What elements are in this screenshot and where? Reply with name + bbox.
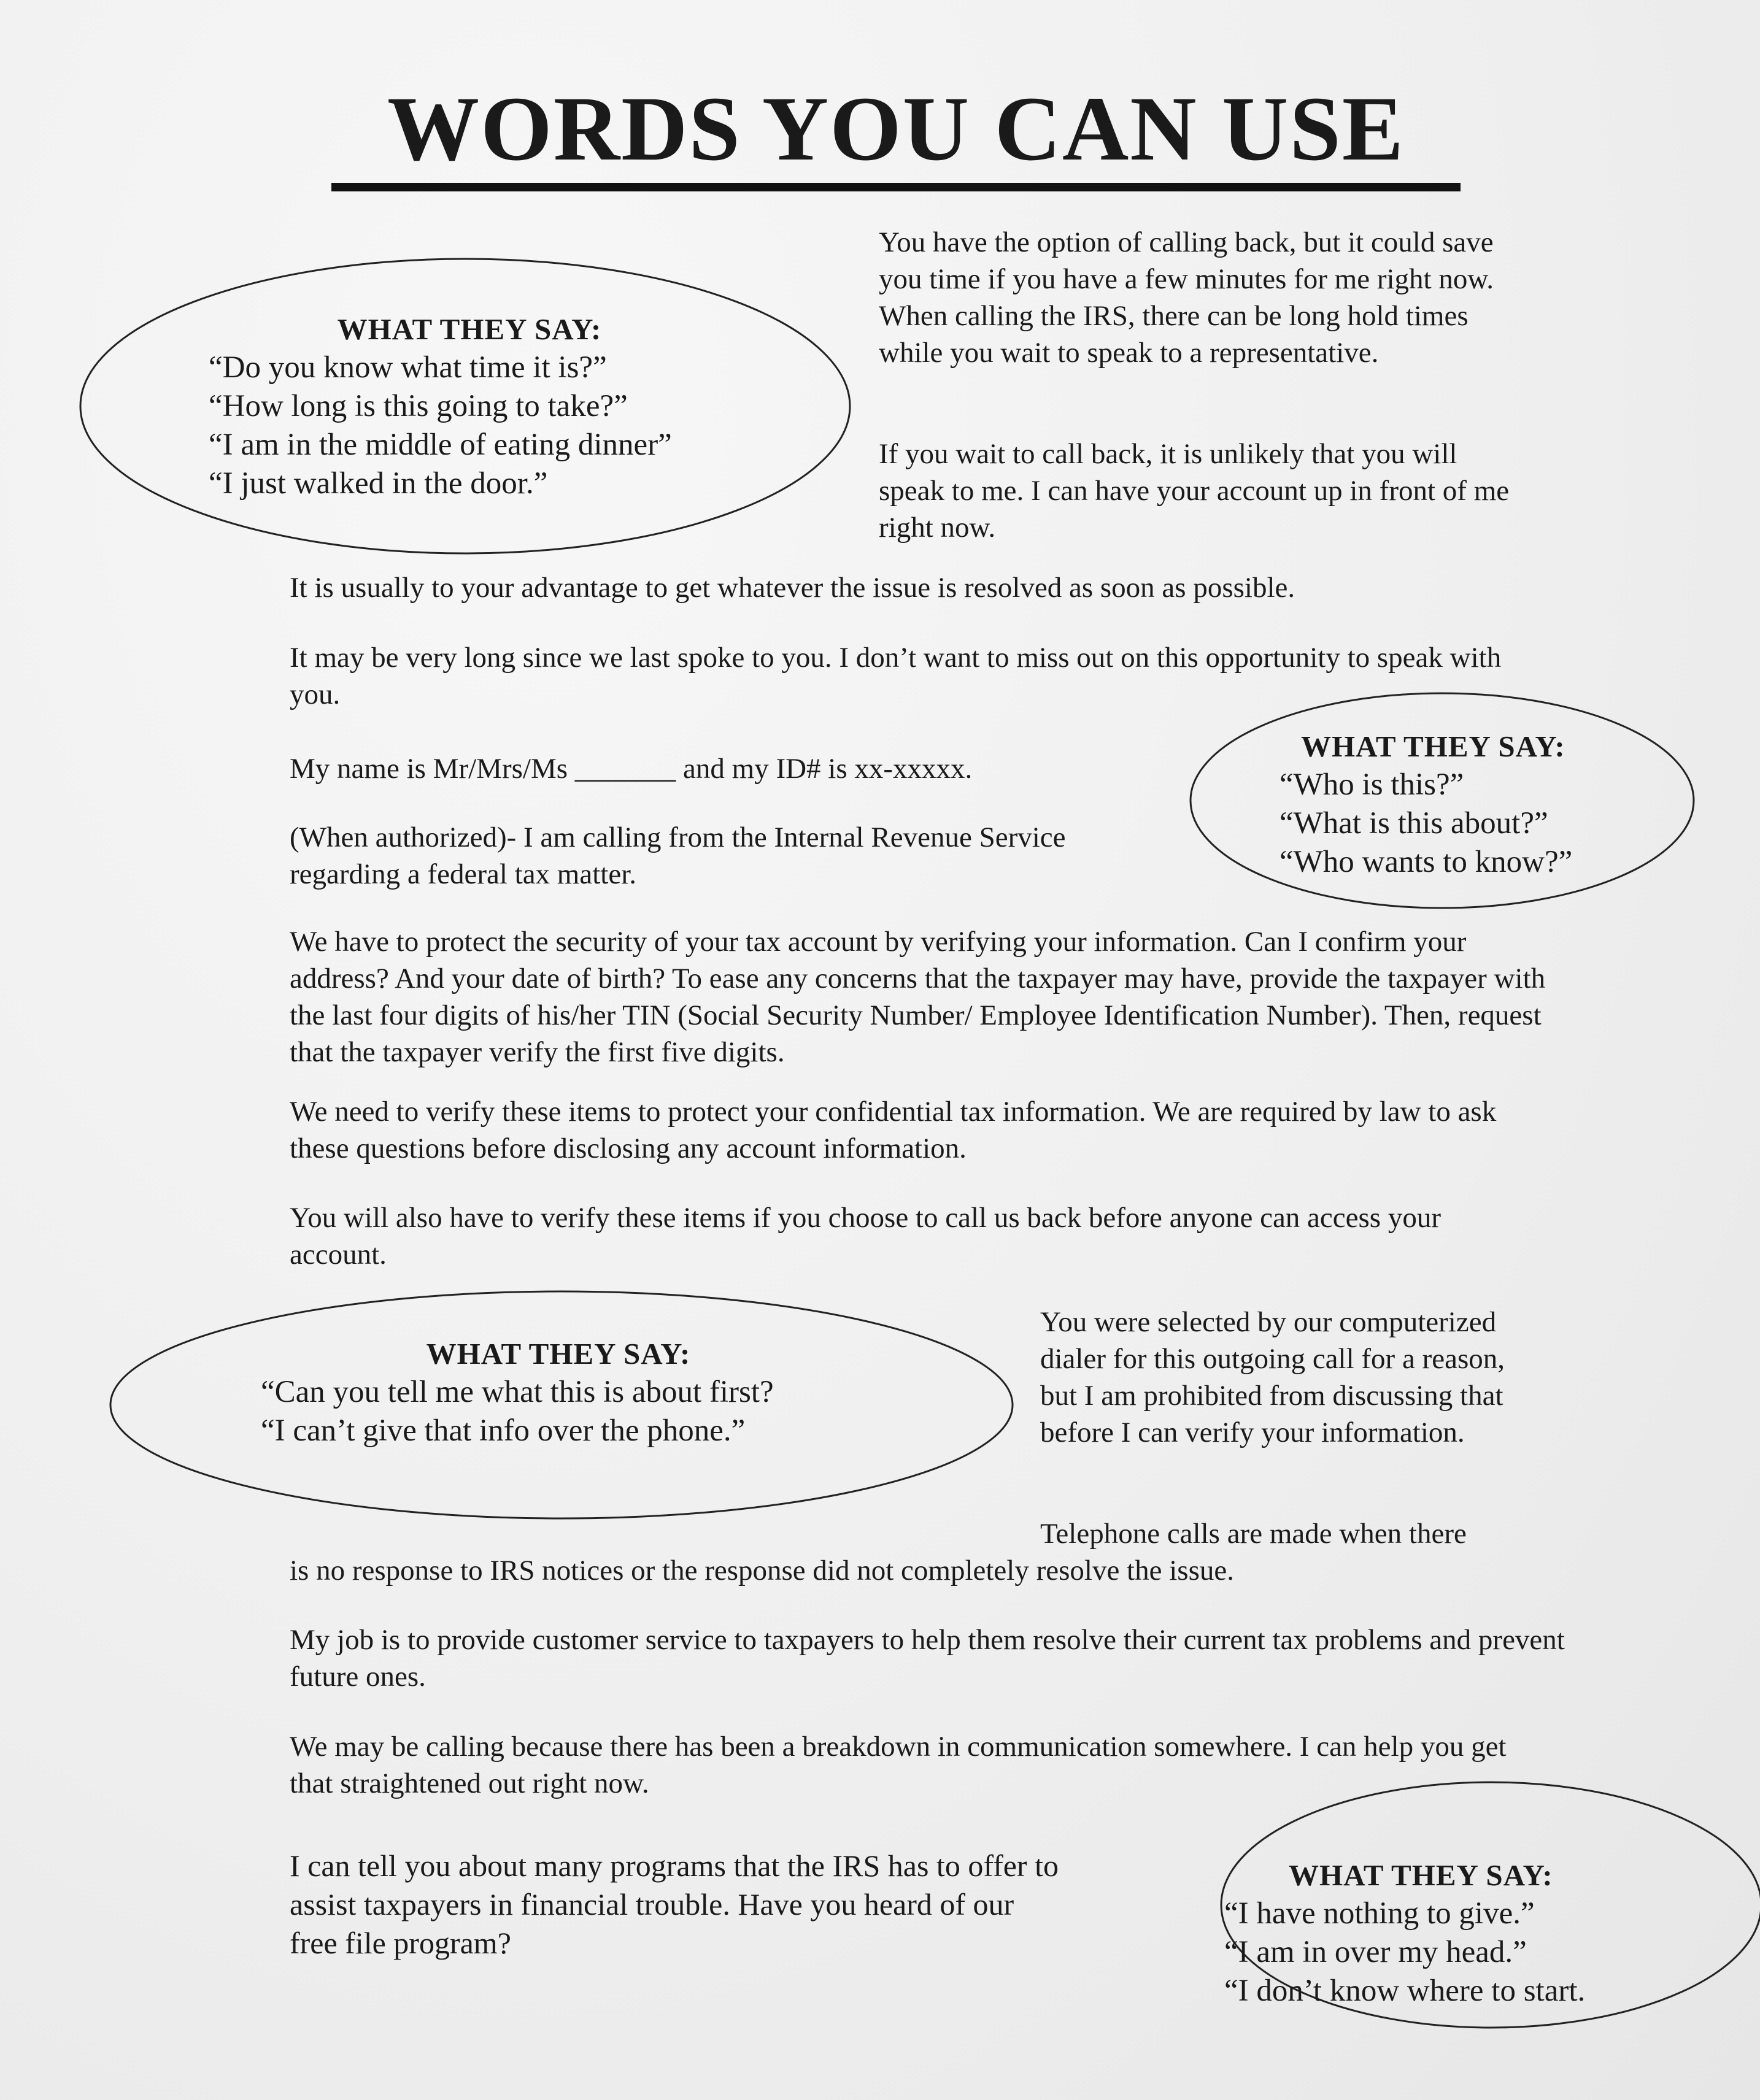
oval-3-line: “Can you tell me what this is about first? [261, 1375, 774, 1409]
oval-3-line: “I can’t give that info over the phone.” [261, 1413, 746, 1448]
paragraph-programs: I can tell you about many programs that the IRS has to offer to assist taxpayers in financial trouble. Have you heard of our free file program? [290, 1848, 1059, 1960]
paragraph-call-us-back: You will also have to verify these items if you choose to call us back before anyone can access your account. [290, 1202, 1441, 1271]
paragraph-wait-call-back: If you wait to call back, it is unlikely that you will speak to me. I can have your account up in front of me right now. [879, 438, 1510, 544]
page-title: WORDS YOU CAN USE [331, 80, 1461, 191]
paragraph-breakdown: We may be calling because there has been a breakdown in communication somewhere. I can help you get that straightened out right now. [290, 1731, 1507, 1799]
paragraph-advantage: It is usually to your advantage to get whatever the issue is resolved as soon as possible. [290, 572, 1295, 604]
oval-2-line: “Who wants to know?” [1279, 845, 1573, 879]
paragraph-verify-items: We need to verify these items to protect your confidential tax information. We are required by law to ask these questions before disclosing any account information. [290, 1096, 1497, 1164]
paragraph-when-authorized: (When authorized)- I am calling from the Internal Revenue Service regarding a federal tax matter. [290, 821, 1066, 890]
oval-1-header: WHAT THEY SAY: [337, 312, 602, 346]
oval-3-header: WHAT THEY SAY: [426, 1337, 691, 1371]
oval-1-line: “Do you know what time it is?” [209, 350, 607, 385]
oval-1-line: “I just walked in the door.” [209, 466, 548, 501]
paragraph-my-name: My name is Mr/Mrs/Ms _______ and my ID# is xx-xxxxx. [290, 753, 973, 785]
paragraph-selected-by-dialer: You were selected by our computerized dialer for this outgoing call for a reason, but I am prohibited from discussing that before I can verify your information. [1040, 1306, 1505, 1448]
oval-2-line: “Who is this?” [1279, 767, 1464, 802]
oval-2-header: WHAT THEY SAY: [1301, 729, 1565, 763]
oval-2 [1279, 727, 1672, 882]
oval-2-line: “What is this about?” [1279, 806, 1548, 840]
oval-4-line: “I have nothing to give.” [1224, 1896, 1535, 1931]
oval-1-line: “How long is this going to take?” [209, 389, 628, 423]
paragraph-protect-security: We have to protect the security of your tax account by verifying your information. Can I confirm your address? And your date of birth? To ease any concerns that the taxpayer may have, provide the taxpayer with the last four digits of his/her TIN (Social Security Number/ Employee Identification Number). Then, request that the taxpayer verify the first five digits. [290, 926, 1546, 1068]
oval-4-line: “I am in over my head.” [1224, 1935, 1527, 1969]
oval-1-line: “I am in the middle of eating dinner” [209, 428, 672, 462]
paragraph-call-back-option: You have the option of calling back, but it could save you time if you have a few minutes for me right now. When calling the IRS, there can be long hold times while you wait to speak to a representative. [879, 226, 1494, 369]
paragraph-telephone-calls-a: Telephone calls are made when there [1040, 1518, 1467, 1550]
oval-1 [209, 310, 755, 503]
oval-4 [1224, 1856, 1654, 2010]
paragraph-long-since: It may be very long since we last spoke to you. I don’t want to miss out on this opportunity to speak with you. [290, 642, 1502, 710]
paragraph-telephone-calls-b: is no response to IRS notices or the response did not completely resolve the issue. [290, 1555, 1234, 1587]
oval-4-line: “I don’t know where to start. [1224, 1974, 1586, 2008]
oval-4-header: WHAT THEY SAY: [1289, 1858, 1553, 1892]
paragraph-my-job: My job is to provide customer service to taxpayers to help them resolve their current tax problems and prevent future ones. [290, 1624, 1565, 1693]
oval-3 [261, 1334, 874, 1450]
